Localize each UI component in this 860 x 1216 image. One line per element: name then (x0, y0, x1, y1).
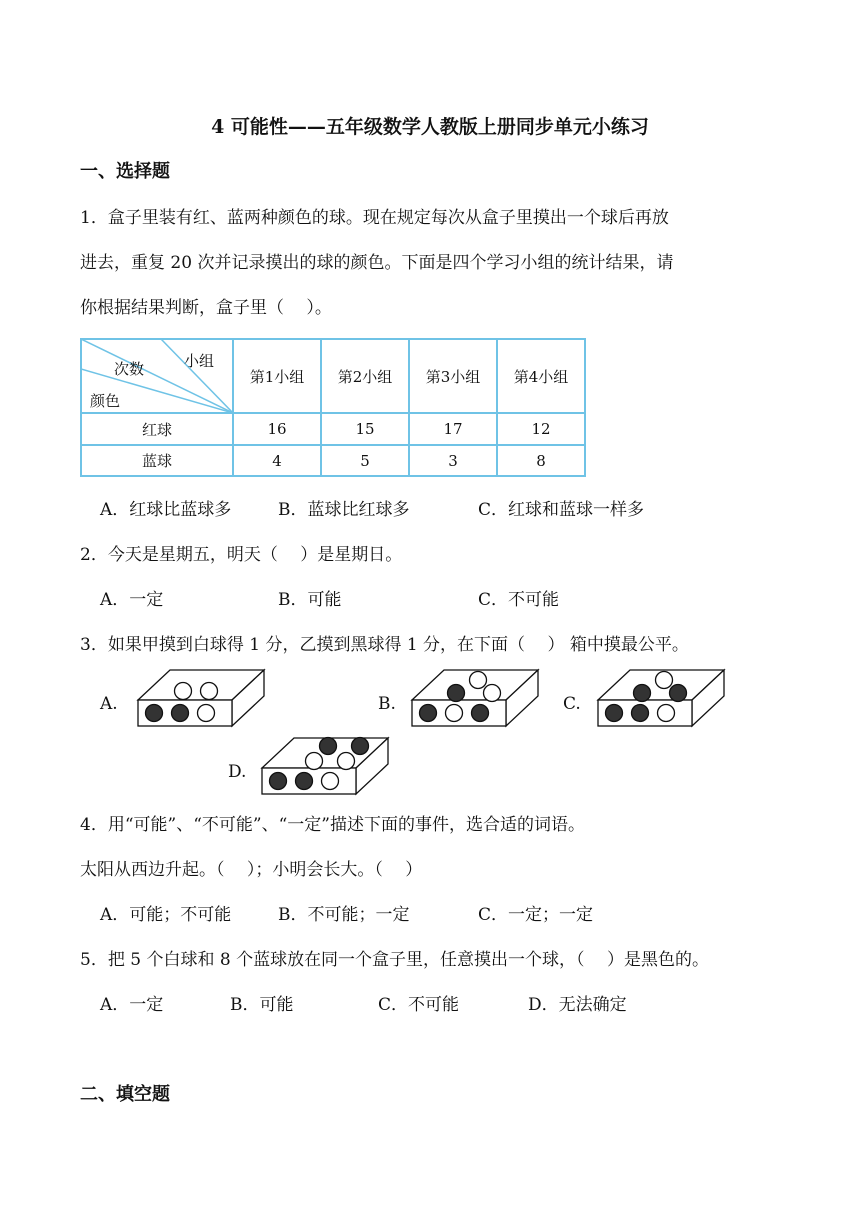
corner-label-count: 次数 (114, 360, 145, 378)
q2-text: 2．今天是星期五，明天（ ）是星期日。 (80, 545, 403, 565)
q1-option-b[interactable]: B．蓝球比红球多 (278, 500, 410, 520)
black-ball (146, 705, 163, 722)
statistics-table (80, 338, 586, 477)
black-ball (320, 738, 337, 755)
white-ball (338, 753, 355, 770)
q1-option-c[interactable]: C．红球和蓝球一样多 (478, 500, 645, 520)
white-ball (484, 685, 501, 702)
q1-option-a[interactable]: A．红球比蓝球多 (100, 500, 232, 520)
q3-option-c-label[interactable]: C. (563, 694, 581, 714)
q5-option-c[interactable]: C．不可能 (378, 995, 460, 1015)
q3-option-d-label[interactable]: D. (228, 762, 247, 782)
black-ball (296, 773, 313, 790)
corner-label-color: 颜色 (90, 392, 121, 410)
q1-line-3: 你根据结果判断，盒子里（ ）。 (80, 298, 332, 318)
ball-box-a[interactable] (138, 670, 268, 734)
white-ball (306, 753, 323, 770)
table-cell: 3 (409, 445, 497, 476)
q4-text: 4．用“可能”、“不可能”、“一定”描述下面的事件，选合适的词语。 (80, 815, 585, 835)
q5-option-a[interactable]: A．一定 (100, 995, 164, 1015)
black-ball (448, 685, 465, 702)
column-header: 第2小组 (321, 339, 409, 413)
q4-option-a[interactable]: A．可能；不可能 (100, 905, 232, 925)
column-header: 第4小组 (497, 339, 585, 413)
black-ball (670, 685, 687, 702)
white-ball (322, 773, 339, 790)
table-cell: 17 (409, 413, 497, 445)
q3-option-a-label[interactable]: A. (100, 694, 118, 714)
q2-option-b[interactable]: B．可能 (278, 590, 342, 610)
q2-option-a[interactable]: A．一定 (100, 590, 164, 610)
ball-box-d[interactable] (262, 738, 394, 802)
q3-text: 3．如果甲摸到白球得 1 分，乙摸到黑球得 1 分，在下面（ ） 箱中摸最公平。 (80, 635, 689, 655)
section-heading-choice: 一、选择题 (80, 161, 170, 182)
table-cell: 12 (497, 413, 585, 445)
white-ball (201, 683, 218, 700)
black-ball (420, 705, 437, 722)
table-corner-cell (81, 339, 233, 413)
row-label: 红球 (81, 413, 233, 445)
white-ball (446, 705, 463, 722)
column-header: 第1小组 (233, 339, 321, 413)
q5-option-b[interactable]: B．可能 (230, 995, 294, 1015)
black-ball (632, 705, 649, 722)
q1-line-1: 1．盒子里装有红、蓝两种颜色的球。现在规定每次从盒子里摸出一个球后再放 (80, 208, 669, 228)
q4-subtext: 太阳从西边升起。（ ）；小明会长大。（ ） (80, 860, 423, 880)
q5-text: 5．把 5 个白球和 8 个蓝球放在同一个盒子里，任意摸出一个球，（ ）是黑色的。 (80, 950, 709, 970)
table-header-row (81, 339, 585, 413)
row-label: 蓝球 (81, 445, 233, 476)
table-cell: 15 (321, 413, 409, 445)
table-row (81, 445, 585, 476)
page-title: 4 可能性——五年级数学人教版上册同步单元小练习 (211, 116, 649, 138)
q4-option-c[interactable]: C．一定；一定 (478, 905, 594, 925)
table-cell: 5 (321, 445, 409, 476)
black-ball (606, 705, 623, 722)
table-cell: 16 (233, 413, 321, 445)
black-ball (472, 705, 489, 722)
corner-label-group: 小组 (184, 352, 215, 370)
black-ball (634, 685, 651, 702)
black-ball (352, 738, 369, 755)
ball-box-b[interactable] (412, 670, 544, 734)
q5-option-d[interactable]: D．无法确定 (528, 995, 627, 1015)
q2-option-c[interactable]: C．不可能 (478, 590, 560, 610)
ball-box-c[interactable] (598, 670, 730, 734)
table-cell: 8 (497, 445, 585, 476)
white-ball (656, 672, 673, 689)
table-row (81, 413, 585, 445)
white-ball (175, 683, 192, 700)
white-ball (658, 705, 675, 722)
black-ball (270, 773, 287, 790)
black-ball (172, 705, 189, 722)
column-header: 第3小组 (409, 339, 497, 413)
q1-line-2: 进去，重复 20 次并记录摸出的球的颜色。下面是四个学习小组的统计结果，请 (80, 253, 674, 273)
white-ball (470, 672, 487, 689)
white-ball (198, 705, 215, 722)
section-heading-fill: 二、填空题 (80, 1084, 170, 1105)
table-cell: 4 (233, 445, 321, 476)
q4-option-b[interactable]: B．不可能；一定 (278, 905, 410, 925)
q3-option-b-label[interactable]: B. (378, 694, 396, 714)
